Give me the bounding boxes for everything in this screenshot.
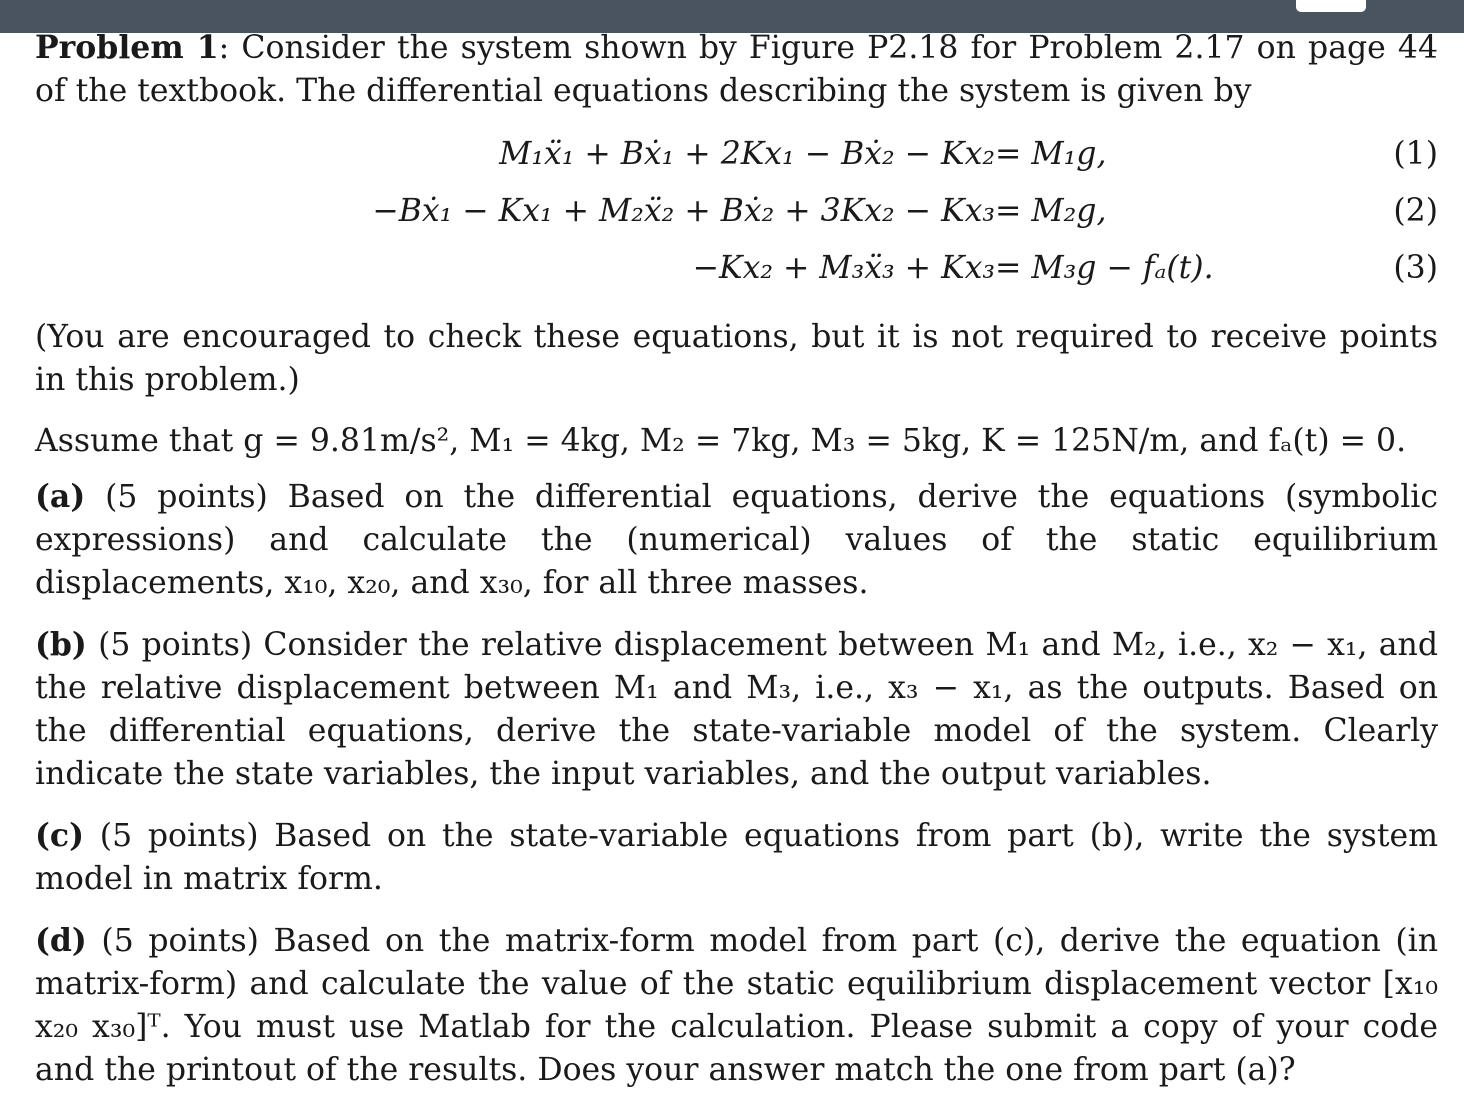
equation-2-number: (2) [1393, 193, 1438, 229]
part-a-text: (5 points) Based on the differential equations, derive the equations (symbolic expressions) and calculate the (numerical) values of the static equilibrium displacements, x₁₀, x₂₀, and x₃₀, for all three masses. [35, 479, 1438, 601]
equation-3-lhs: −Kx₂ + M₃ẍ₃ + Kx₃ [692, 250, 995, 286]
toolbar-tab[interactable] [1296, 0, 1366, 12]
problem-document [35, 26, 1438, 1092]
equation-1-rhs: = M₁g, [995, 136, 1107, 172]
part-a-label: (a) [35, 478, 86, 515]
equation-3-number: (3) [1393, 250, 1438, 286]
problem-intro [35, 26, 1438, 113]
note-paragraph: (You are encouraged to check these equations, but it is not required to receive points in this problem.) [35, 319, 1438, 398]
intro-text: : Consider the system shown by Figure P2.18 for Problem 2.17 on page 44 of the textbook. The differential equations describing the system is given by [35, 30, 1438, 109]
equation-block [35, 133, 1438, 316]
equation-1-lhs: M₁ẍ₁ + Bẋ₁ + 2Kx₁ − Bẋ₂ − Kx₂ [499, 136, 995, 172]
part-c [35, 814, 1438, 901]
part-c-label: (c) [35, 817, 84, 854]
part-b [35, 623, 1438, 796]
part-a [35, 475, 1438, 605]
part-d-text: (5 points) Based on the matrix-form model from part (c), derive the equation (in matrix-form) and calculate the value of the static equilibrium displacement vector [x₁₀ x₂₀ x₃₀]ᵀ. You must use Matlab for the calculation. Please submit a copy of your code and the printout of the results. Does your answer match the one from part (a)? [35, 923, 1438, 1088]
assumptions-paragraph: Assume that g = 9.81m/s², M₁ = 4kg, M₂ = 7kg, M₃ = 5kg, K = 125N/m, and fₐ(t) = 0. [35, 423, 1407, 459]
equation-3-rhs: = M₃g − fₐ(t). [995, 250, 1214, 286]
equation-3 [35, 247, 1438, 303]
equation-1-number: (1) [1393, 136, 1438, 172]
problem-heading: Problem 1 [35, 29, 219, 66]
part-b-text: (5 points) Consider the relative displacement between M₁ and M₂, i.e., x₂ − x₁, and the relative displacement between M₁ and M₃, i.e., x₃ − x₁, as the outputs. Based on the differential equations, derive the state-variable model of the system. Clearly indicate the state variables, the input variables, and the output variables. [35, 627, 1439, 792]
part-d-label: (d) [35, 922, 87, 959]
equation-2-lhs: −Bẋ₁ − Kx₁ + M₂ẍ₂ + Bẋ₂ + 3Kx₂ − Kx₃ [372, 193, 995, 229]
equation-2 [35, 190, 1438, 246]
part-c-text: (5 points) Based on the state-variable equations from part (b), write the system model in matrix form. [35, 818, 1438, 897]
part-b-label: (b) [35, 626, 87, 663]
equation-1 [35, 133, 1438, 189]
equation-2-rhs: = M₂g, [995, 193, 1107, 229]
part-d [35, 919, 1438, 1092]
